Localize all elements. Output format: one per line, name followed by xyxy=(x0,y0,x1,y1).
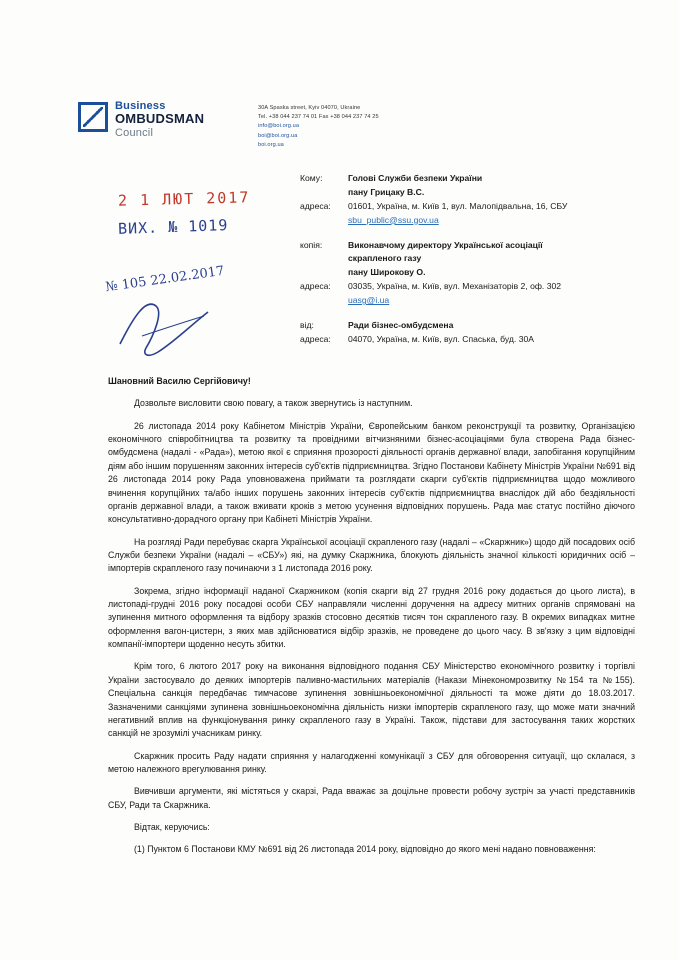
addressee-group xyxy=(300,172,650,227)
spacer-3 xyxy=(300,252,348,265)
copy-address-label: адреса: xyxy=(300,281,331,292)
letterhead xyxy=(78,100,638,170)
contact-details xyxy=(258,104,379,150)
date-stamp: 2 1 ЛЮТ 2017 xyxy=(117,188,251,210)
salutation: Шановний Василю Сергійовичу! xyxy=(108,376,251,386)
contact-address: 30A Spaska street, Kyiv 04070, Ukraine xyxy=(258,105,361,111)
outgoing-number-stamp: ВИХ. № 1019 xyxy=(117,216,229,238)
paragraph-5: Крім того, 6 лютого 2017 року на виконання відповідного подання СБУ Міністерство економічного розвитку і торгівлі України застосувало до деяких імпортерів паливно-мастильних матеріалів (Накази Мінекономрозвитку №154 та №155). Спеціальна санкція передбачає тимчасове зупинення зовнішньоекономічної діяльності та може діяти до 18.03.2017. Зазначеними санкціями зупинена зовнішньоекономічна діяльність низки імпортерів скрапленого газу, що може мати значний негативний вплив на функціонування ринку скрапленого газу в Україні. Також, підстави для застосування таких жорстких санкцій не зрозумілі учасникам ринку. xyxy=(108,661,635,739)
spacer-2 xyxy=(300,214,348,227)
to-label: Кому: xyxy=(300,173,323,183)
from-value: Ради бізнес-омбудсмена xyxy=(348,320,454,331)
to-address-label: адреса: xyxy=(300,200,331,211)
logo-line-3: Council xyxy=(115,126,154,139)
spacer-1 xyxy=(300,186,348,199)
contact-website[interactable]: boi.org.ua xyxy=(258,141,284,148)
paragraph-8: Відтак, керуючись: xyxy=(134,822,210,833)
to-recipient-person: пану Грицаку В.С. xyxy=(348,186,425,197)
copy-group xyxy=(300,239,650,307)
contact-tel: Tel. +38 044 237 74 01 Fax +38 044 237 74 25 xyxy=(258,114,379,121)
to-recipient-name: Голові Служби безпеки України xyxy=(348,173,483,183)
from-address-label: адреса: xyxy=(300,333,331,344)
logo-line-2: OMBUDSMAN xyxy=(115,111,205,127)
paragraph-2: 26 листопада 2014 року Кабінетом Міністрів України, Європейським банком реконструкції та розвитку, Організацією економічного співробітництва та розвитку та провідними вітчизняними бізнес-асоціаціями була створена Рада бізнес-омбудсмена (надалі - «Рада»), метою якої є сприяння прозорості діяльності органів державної влади, запобігання корупційним діям або іншим порушенням законних інтересів суб'єктів підприємництва. Згідно Постанови Кабінету Міністрів України №691 від 26 листопада 2014 року Рада уповноважена приймати та розглядати скарги суб'єктів підприємництва щодо можливого вчинення корупційних та/або інших порушень законних інтересів суб'єктів підприємництва внаслідок дій або бездіяльності органів державної влади, а також вживати кроків з метою усунення відповідних порушень. Рада має статус постійно діючого консультативно-дорадчого органу при Кабінеті Міністрів України. xyxy=(108,420,635,525)
logo-text xyxy=(115,100,204,139)
to-address-value: 01601, Україна, м. Київ 1, вул. Малопідвальна, 16, СБУ xyxy=(348,200,568,211)
copy-address-value: 03035, Україна, м. Київ, вул. Механізаторів 2, оф. 302 xyxy=(348,281,562,292)
numbered-item-1: (1) Пунктом 6 Постанови КМУ №691 від 26 листопада 2014 року, відповідно до якого мені надано повноваження: xyxy=(134,844,596,855)
paragraph-6: Скаржник просить Раду надати сприяння у налагодженні комунікації з СБУ для обговорення ситуації, що склалася, з метою належного врегулювання ринку. xyxy=(108,750,635,774)
letter-body xyxy=(108,375,635,866)
copy-recipient-person: пану Широкову О. xyxy=(348,267,426,278)
contact-email-alt[interactable]: boi@boi.org.ua xyxy=(258,132,298,139)
organization-logo xyxy=(78,100,204,139)
to-email-link[interactable]: sbu_public@ssu.gov.ua xyxy=(348,214,439,225)
logo-mark-icon xyxy=(78,102,108,132)
sender-group xyxy=(300,319,650,346)
from-label: від: xyxy=(300,320,314,331)
paragraph-1: Дозвольте висловити свою повагу, а також звернутись із наступним. xyxy=(134,398,413,409)
handwritten-reference: № 105 22.02.2017 xyxy=(104,263,226,296)
spacer-5 xyxy=(300,294,348,307)
copy-recipient-line-1: Виконавчому директору Української асоціації xyxy=(348,239,543,250)
spacer-4 xyxy=(300,266,348,279)
from-address-value: 04070, Україна, м. Київ, вул. Спаська, буд. 30А xyxy=(348,333,534,344)
paragraph-7: Вивчивши аргументи, які містяться у скарзі, Рада вважає за доцільне провести робочу зустріч за участі представників СБУ, Ради та Скаржника. xyxy=(108,786,635,810)
paragraph-3: На розгляді Ради перебуває скарга Української асоціації скрапленого газу (надалі – «Скаржник») щодо дій посадових осіб Служби безпеки України (надалі – «СБУ») які, на думку Скаржника, блокують діяльність значної кількості юридичних осіб – імпортерів скрапленого газу починаючи з 1 листопада 2016 року. xyxy=(108,536,635,574)
copy-recipient-line-2: скрапленого газу xyxy=(348,253,422,264)
logo-line-1: Business xyxy=(115,100,166,112)
copy-email-link[interactable]: uasg@i.ua xyxy=(348,295,390,306)
paragraph-4: Зокрема, згідно інформації наданої Скаржником (копія скарги від 27 грудня 2016 року додається до цього листа), в листопаді-грудні 2016 року посадові особи СБУ направляли численні доручення на адресу митних органів спрямовані на зупинення митного оформлення та відбору зразків стосовно десятків тисяч тон скрапленого газу. В окремих випадках митне оформлення вагон-цистерн, з яких мав здійснюватися відбір зразків, не проведене до цього часу. В зв'язку з цим відповідні компанії-імпортери щоденно несуть збитки. xyxy=(108,585,635,650)
copy-label: копія: xyxy=(300,239,323,250)
addressing-block xyxy=(300,172,650,358)
signature-mark xyxy=(112,286,232,366)
contact-email[interactable]: info@boi.org.ua xyxy=(258,123,300,130)
